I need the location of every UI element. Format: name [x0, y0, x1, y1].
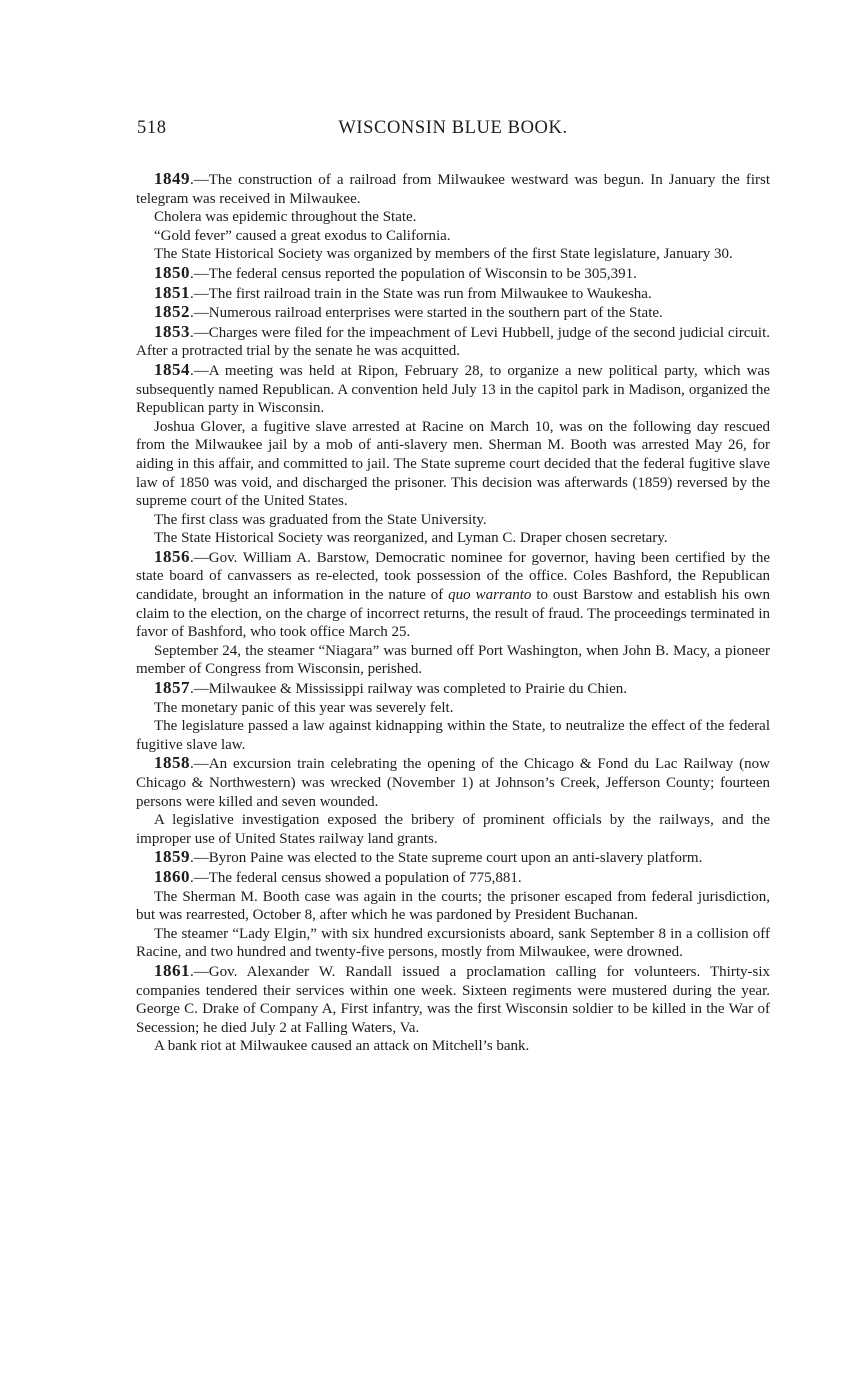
paragraph-1859 [136, 848, 770, 868]
paragraph [136, 1037, 770, 1056]
paragraph-text: .—The federal census showed a population of 775,881. [190, 869, 522, 886]
paragraph [136, 717, 770, 754]
paragraph-1857 [136, 679, 770, 699]
paragraph-text: .—A meeting was held at Ripon, February 28, to organize a new political party, which was subsequently named Republican. A convention held July 13 in the capitol park in Madison, organized the Republican party in Wisconsin. [136, 362, 770, 417]
book-page [136, 112, 770, 1056]
paragraph [136, 925, 770, 962]
paragraph [136, 699, 770, 718]
paragraph-text: .—Milwaukee & Mississippi railway was completed to Prairie du Chien. [190, 681, 628, 698]
paragraph-text: The monetary panic of this year was severely felt. [154, 699, 454, 716]
paragraph-1852 [136, 303, 770, 323]
paragraph-text: The Sherman M. Booth case was again in the courts; the prisoner escaped from federal jurisdiction, but was rearrested, October 8, after which he was pardoned by President Buchanan. [136, 888, 770, 924]
paragraph [136, 811, 770, 848]
year-1851: 1851 [154, 282, 190, 302]
year-1858: 1858 [154, 753, 190, 773]
paragraph-1860 [136, 868, 770, 888]
paragraph-text: The State Historical Society was reorganized, and Lyman C. Draper chosen secretary. [154, 530, 668, 547]
paragraph-text: .—The federal census reported the population of Wisconsin to be 305,391. [190, 265, 637, 282]
year-1859: 1859 [154, 847, 190, 867]
paragraph-1850 [136, 264, 770, 284]
paragraph-text: A legislative investigation exposed the bribery of prominent officials by the railways, and the improper use of United States railway land grants. [136, 812, 770, 847]
paragraph-1853 [136, 323, 770, 361]
paragraph-text: .—Gov. Alexander W. Randall issued a proclamation calling for volunteers. Thirty-six companies tendered their services within one week. Sixteen regiments were mustered during the year. George C. Drake of Company A, First infantry, was the first Wisconsin soldier to be killed in the War of Secession; he died July 2 at Falling Waters, Va. [136, 963, 770, 1036]
year-1852: 1852 [154, 302, 190, 322]
year-1856: 1856 [154, 546, 190, 566]
paragraph-text: Joshua Glover, a fugitive slave arrested at Racine on March 10, was on the following day rescued from the Milwaukee jail by a mob of anti-slavery men. Sherman M. Booth was arrested May 26, for aiding in this affair, and committed to jail. The State supreme court decided that the federal fugitive slave law of 1850 was void, and discharged the prisoner. This decision was afterwards (1859) reversed by the supreme court of the United States. [136, 418, 770, 510]
year-1854: 1854 [154, 359, 190, 379]
paragraph-text: Cholera was epidemic throughout the State. [154, 209, 417, 226]
paragraph-1854 [136, 361, 770, 418]
page-body [136, 170, 770, 1056]
paragraph [136, 529, 770, 548]
paragraph-text: .—The construction of a railroad from Milwaukee westward was begun. In January the first telegram was received in Milwaukee. [136, 172, 770, 207]
paragraph-text: The legislature passed a law against kidnapping within the State, to neutralize the effect of the federal fugitive slave law. [136, 718, 770, 753]
paragraph-text: .—An excursion train celebrating the opening of the Chicago & Fond du Lac Railway (now Chicago & Northwestern) was wrecked (November 1) at Johnson’s Creek, Jefferson County; fourteen persons were killed and seven wounded. [136, 756, 770, 810]
paragraph-text: The steamer “Lady Elgin,” with six hundred excursionists aboard, sank September 8 in a collision off Racine, and two hundred and twenty-five persons, mostly from Milwaukee, were drowned. [136, 925, 770, 961]
paragraph-text: .—Numerous railroad enterprises were started in the southern part of the State. [190, 305, 663, 322]
year-1857: 1857 [154, 678, 190, 698]
year-1860: 1860 [154, 866, 190, 886]
paragraph [136, 511, 770, 530]
year-1849: 1849 [154, 169, 190, 188]
paragraph-text-continued: to oust Barstow and establish his own claim to the election, on the charge of incorrect returns, the result of fraud. The proceedings terminated in favor of Bashford, who took office March 25. [136, 587, 770, 641]
paragraph [136, 642, 770, 679]
paragraph-text: .—Gov. William A. Barstow, Democratic nominee for governor, having been certified by the state board of canvassers as re-elected, took possession of the office. Coles Bashford, the Republican candidate, brought an information in the nature of [136, 549, 770, 604]
paragraph-text: The State Historical Society was organized by members of the first State legislature, January 30. [154, 246, 733, 263]
paragraph-text: .—Charges were filed for the impeachment of Levi Hubbell, judge of the second judicial circuit. After a protracted trial by the senate he was acquitted. [136, 324, 770, 360]
year-1850: 1850 [154, 262, 190, 282]
year-1861: 1861 [154, 960, 190, 980]
latin-term: quo warranto [448, 587, 532, 604]
paragraph [136, 208, 770, 227]
paragraph [136, 888, 770, 925]
paragraph-1849 [136, 170, 770, 208]
page-number: 518 [137, 118, 167, 138]
paragraph-1861 [136, 962, 770, 1037]
year-1853: 1853 [154, 321, 190, 341]
paragraph-1851 [136, 284, 770, 304]
running-title: WISCONSIN BLUE BOOK. [338, 118, 568, 138]
paragraph [136, 245, 770, 264]
paragraph-text: “Gold fever” caused a great exodus to California. [154, 227, 451, 244]
paragraph-text: A bank riot at Milwaukee caused an attack on Mitchell’s bank. [154, 1038, 530, 1055]
paragraph-text: .—Byron Paine was elected to the State supreme court upon an anti-slavery platform. [190, 850, 703, 867]
paragraph-text: September 24, the steamer “Niagara” was burned off Port Washington, when John B. Macy, a pioneer member of Congress from Wisconsin, perished. [136, 642, 770, 678]
page-header [136, 112, 770, 142]
paragraph-1858 [136, 754, 770, 811]
paragraph [136, 418, 770, 511]
paragraph-text: The first class was graduated from the State University. [154, 511, 487, 528]
paragraph-text: .—The first railroad train in the State was run from Milwaukee to Waukesha. [190, 285, 652, 302]
paragraph [136, 227, 770, 246]
paragraph-1856 [136, 548, 770, 642]
